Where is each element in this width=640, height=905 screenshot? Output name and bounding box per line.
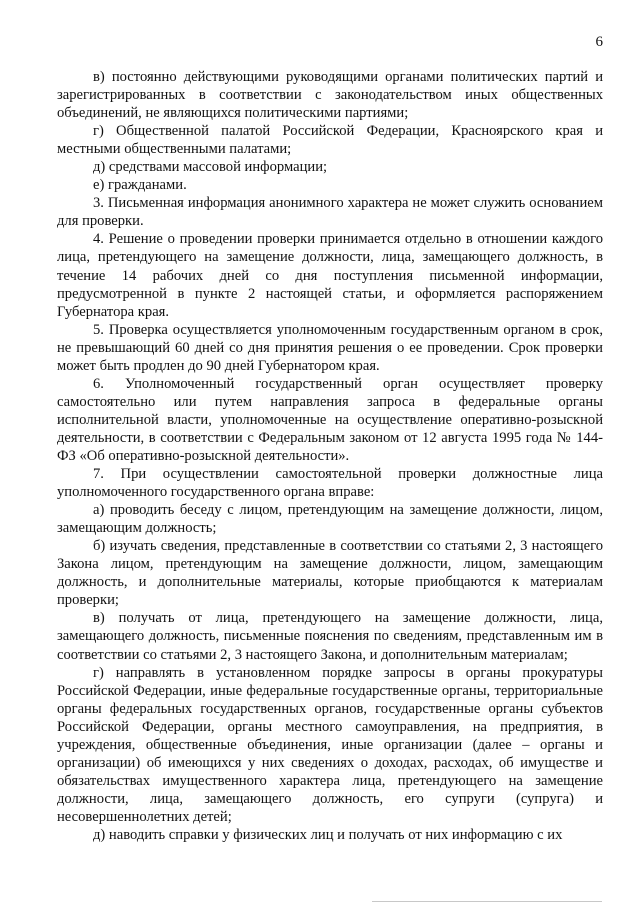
paragraph-clause-7-a: а) проводить беседу с лицом, претендующим на замещение должности, лицом, замещающим должность;	[57, 502, 603, 537]
paragraph-clause-7-d: д) наводить справки у физических лиц и получать от них информацию с их	[93, 826, 563, 843]
paragraph-clause-5: 5. Проверка осуществляется уполномоченным государственным органом в срок, не превышающий 60 дней со дня принятия решения о ее проведении. Срок проверки может быть продлен до 90 дней Губернатором края.	[57, 321, 603, 374]
paragraph-clause-7-b: б) изучать сведения, представленные в соответствии со статьями 2, 3 настоящего Закона лицом, претендующим на замещение должности, лицом, замещающим должность, и дополнительные материалы, которые приобщаются к материалам проверки;	[57, 538, 603, 609]
document-body	[57, 68, 603, 844]
paragraph-item-g-public-chamber: г) Общественной палатой Российской Федерации, Красноярского края и местными общественными палатами;	[57, 123, 603, 158]
page-number: 6	[595, 34, 603, 50]
paragraph-clause-7-g: г) направлять в установленном порядке запросы в органы прокуратуры Российской Федерации, иные федеральные государственные органы, территориальные органы федеральных государственных органов, государственные органы субъектов Российской Федерации, органы местного самоуправления, на предприятия, в учреждения, общественные объединения, иные организации (далее – органы и организации) об имеющихся у них сведениях о доходах, расходах, об имуществе и обязательствах имущественного характера лица, претендующего на замещение должности, лица, замещающего должность, его супруги (супруга) и несовершеннолетних детей;	[57, 664, 603, 825]
paragraph-clause-7-v: в) получать от лица, претендующего на замещение должности, лица, замещающего должность, письменные пояснения по сведениям, представленным им в соответствии со статьями 2, 3 настоящего Закона, и дополнительным материалам;	[57, 610, 603, 663]
paragraph-clause-6: 6. Уполномоченный государственный орган осуществляет проверку самостоятельно или путем направления запроса в федеральные органы исполнительной власти, уполномоченные на осуществление оперативно-розыскной деятельности, в соответствии с Федеральным законом от 12 августа 1995 года № 144-ФЗ «Об оперативно-розыскной деятельности».	[57, 375, 603, 464]
paragraph-clause-7: 7. При осуществлении самостоятельной проверки должностные лица уполномоченного государственного органа вправе:	[57, 466, 603, 501]
paragraph-clause-3: 3. Письменная информация анонимного характера не может служить основанием для проверки.	[57, 195, 603, 230]
paragraph-clause-4: 4. Решение о проведении проверки принимается отдельно в отношении каждого лица, претендующего на замещение должности, лица, замещающего должность, в течение 14 рабочих дней со дня поступления письменной информации, предусмотренной в пункте 2 настоящей статьи, и оформляется распоряжением Губернатора края.	[57, 231, 603, 320]
page-bottom-divider	[372, 901, 602, 902]
paragraph-item-v-political-parties: в) постоянно действующими руководящими органами политических партий и зарегистрированных в соответствии с законодательством иных общественных объединений, не являющихся политическими партиями;	[57, 69, 603, 122]
paragraph-item-d-mass-media: д) средствами массовой информации;	[93, 159, 328, 176]
paragraph-item-e-citizens: е) гражданами.	[93, 177, 187, 194]
